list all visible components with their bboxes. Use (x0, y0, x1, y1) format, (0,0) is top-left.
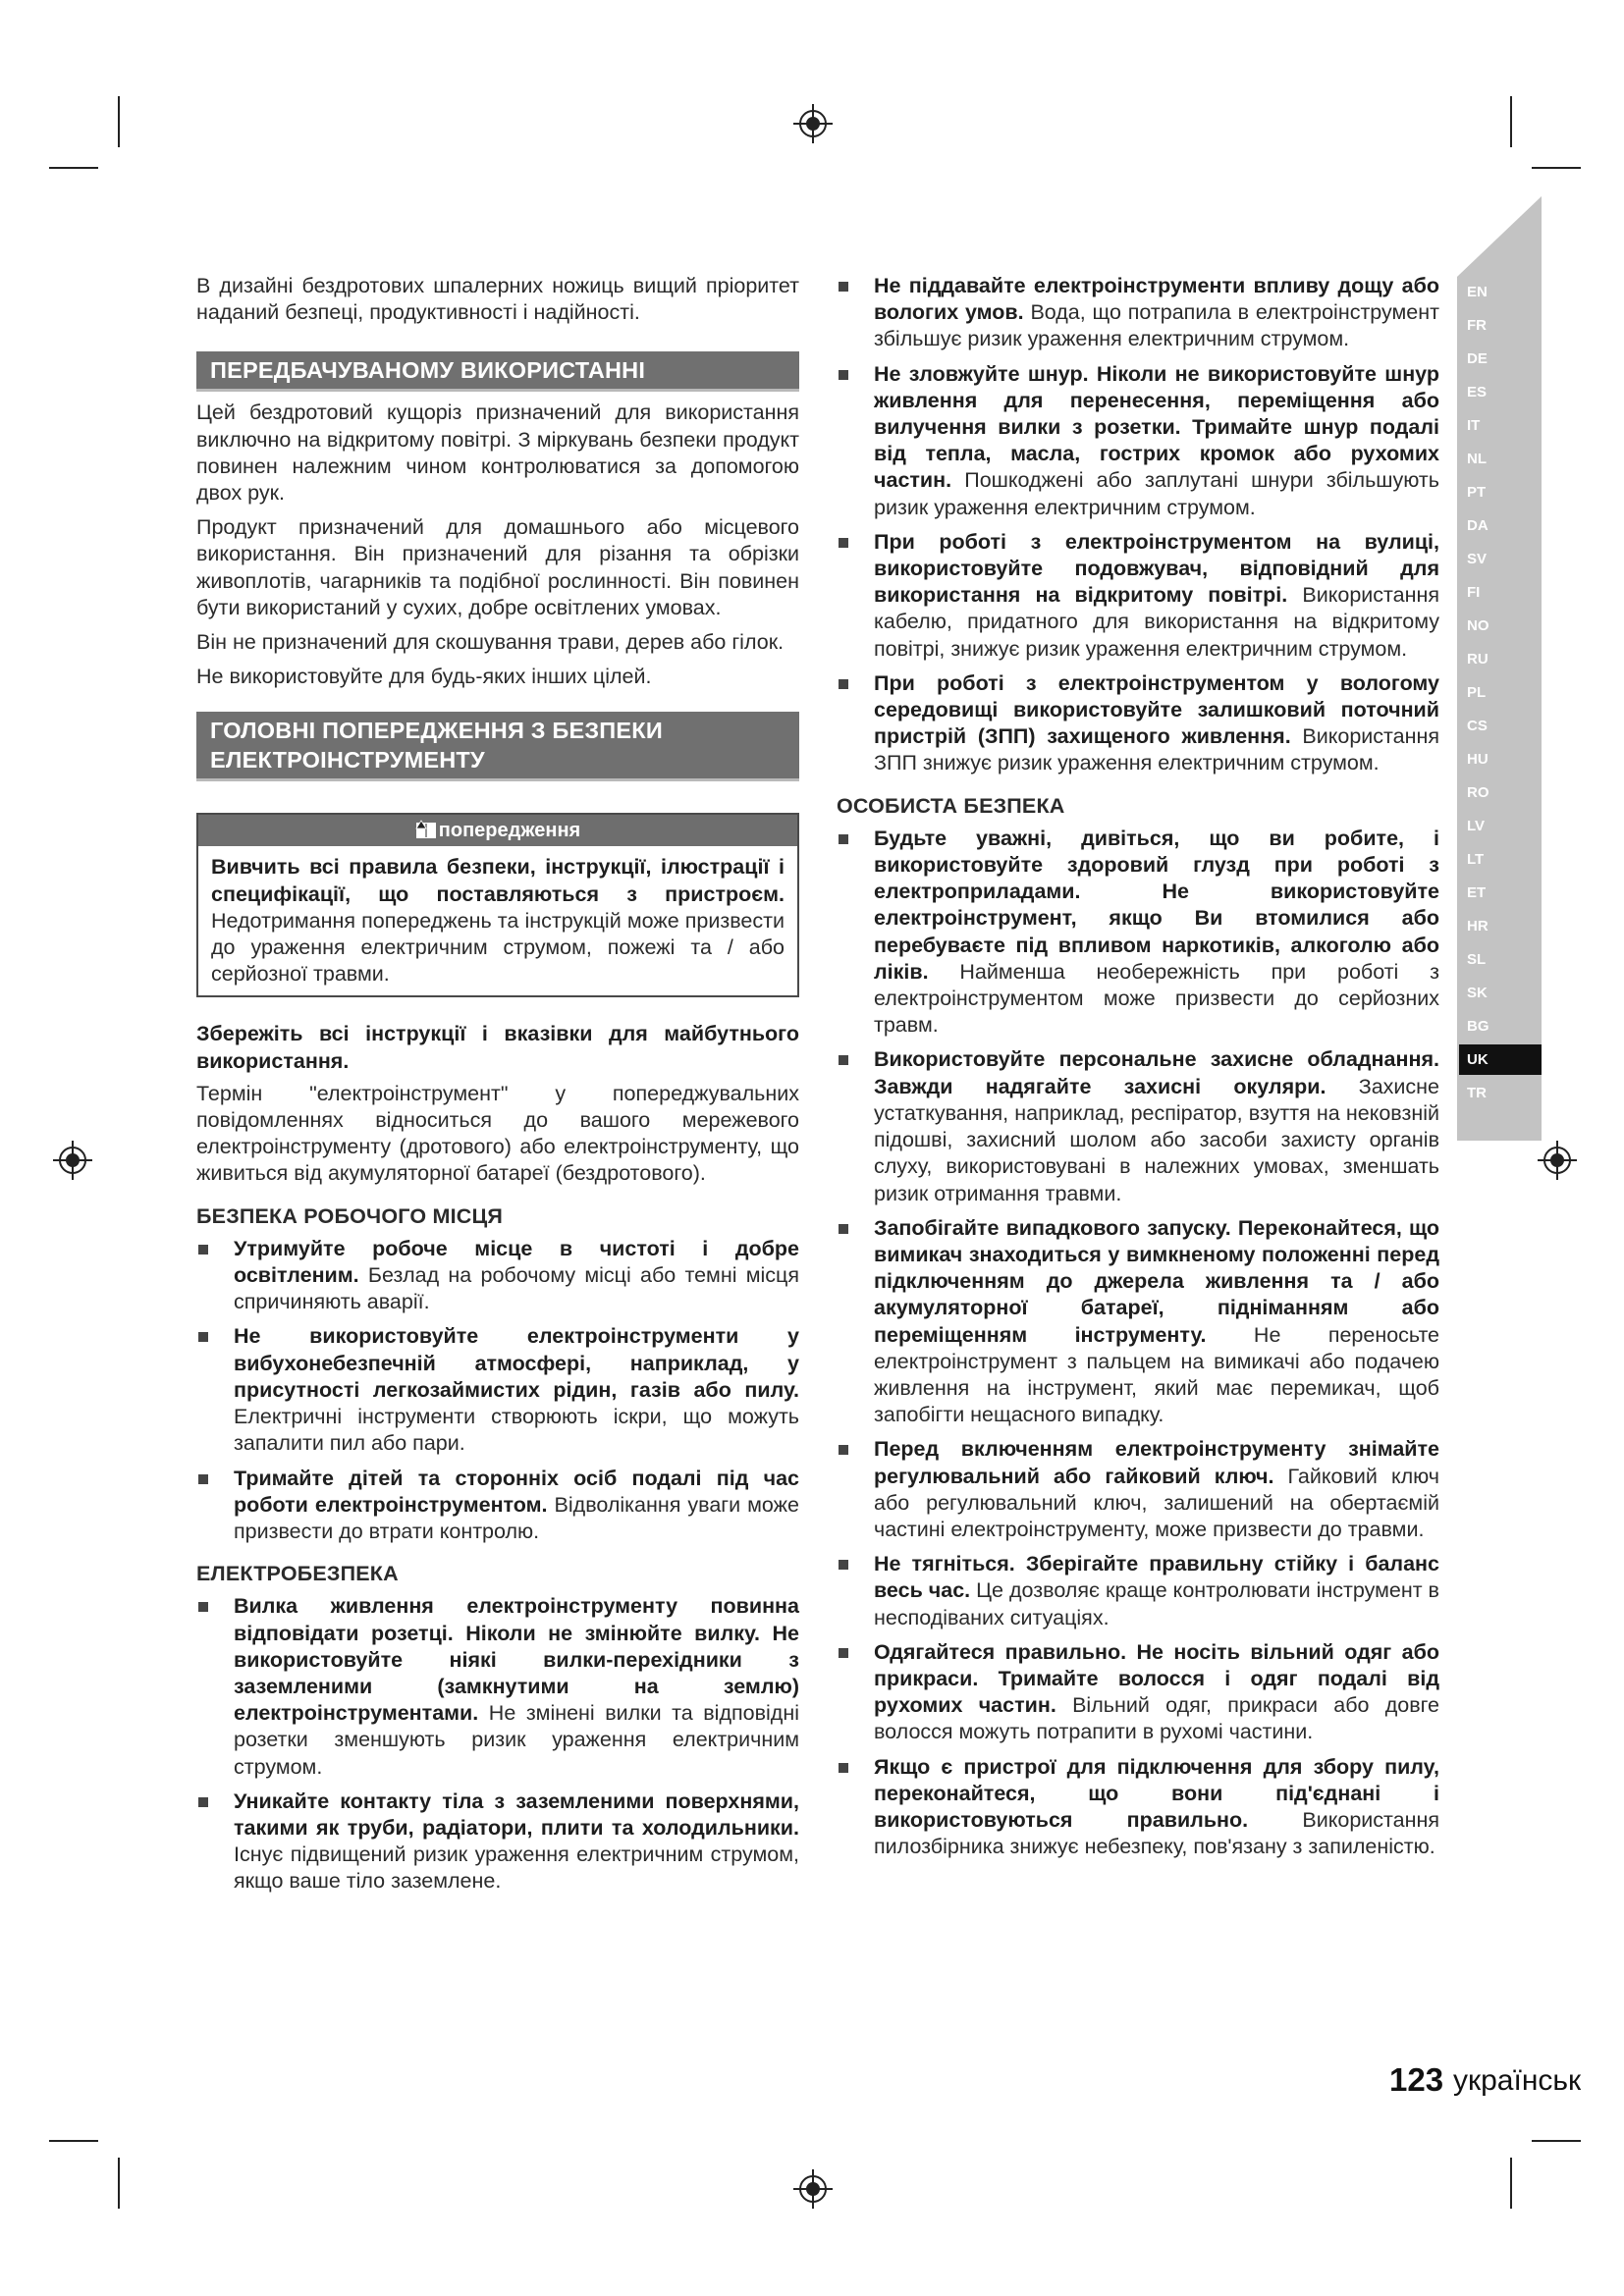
crop-mark (1532, 2140, 1581, 2142)
language-tab-en[interactable]: EN (1467, 284, 1488, 300)
subheading-electrical-safety: ЕЛЕКТРОБЕЗПЕКА (196, 1562, 399, 1586)
list-item: Одягайтеся правильно. Не носіть вільний одяг або прикраси. Тримайте волосся і одяг подалі від рухомих частин. Вільний одяг, прикраси або довге волосся можуть потрапити в рухомі частини. (837, 1639, 1439, 1746)
language-tab-tr[interactable]: TR (1467, 1085, 1487, 1101)
list-item: Перед включенням електроінструменту знімайте регулювальний або гайковий ключ. Гайковий ключ або регулювальний ключ, залишений на обертаємій частині електроінструменту, може призвести до травми. (837, 1436, 1439, 1543)
right-column (837, 273, 1439, 1868)
warning-box-title: попередження (438, 820, 581, 842)
footer-language: українськ (1453, 2064, 1582, 2097)
language-tab-et[interactable]: ET (1467, 884, 1487, 901)
language-tab-da[interactable]: DA (1467, 517, 1489, 534)
crop-mark (1510, 96, 1512, 147)
warning-bold-text: Вивчить всі правила безпеки, інструкції, ілюстрації і специфікації, що поставляються з пристроєм. (211, 855, 785, 906)
registration-mark-icon (793, 2169, 833, 2209)
intro-paragraph: В дизайні бездротових шпалерних ножиць вищий пріоритет наданий безпеці, продуктивності і надійності. (196, 274, 799, 325)
list-item: При роботі з електроінструментом на вулиці, використовуйте подовжувач, відповідний для використання на відкритому повітрі. Використання кабелю, придатного для використання на відкритому повітрі, знижує ризик ураження електричним струмом. (837, 529, 1439, 663)
registration-mark-icon (53, 1141, 92, 1180)
list-item: Використовуйте персональне захисне обладнання. Завжди надягайте захисні окуляри. Захисне устаткування, наприклад, респіратор, взуття на нековзній підошві, захисний шолом або засоби захисту органів слуху, використовувані в належних умовах, зменшать ризик отримання травми. (837, 1046, 1439, 1206)
list-item: Уникайте контакту тіла з заземленими поверхнями, такими як труби, радіатори, плити та холодильники. Існує підвищений ризик ураження електричним струмом, якщо ваше тіло заземлене. (196, 1789, 799, 1896)
crop-mark (118, 96, 120, 147)
language-tab-de[interactable]: DE (1467, 350, 1488, 367)
language-tab-nl[interactable]: NL (1467, 451, 1487, 467)
language-tab-es[interactable]: ES (1467, 384, 1488, 400)
section-banner-safety-warnings (196, 712, 799, 781)
language-tab-sv[interactable]: SV (1467, 551, 1488, 567)
left-column (196, 273, 799, 1903)
page-number: 123 (1389, 2061, 1444, 2098)
crop-mark (1510, 2158, 1512, 2209)
language-tab-pt[interactable]: PT (1467, 484, 1487, 501)
language-tab-lt[interactable]: LT (1467, 851, 1485, 868)
language-tabs (1459, 277, 1542, 1111)
warning-box (196, 813, 799, 997)
language-tab-no[interactable]: NO (1467, 617, 1489, 634)
crop-mark (49, 167, 98, 169)
subheading-work-area: БЕЗПЕКА РОБОЧОГО МІСЦЯ (196, 1203, 504, 1228)
paragraph: Він не призначений для скошування трави, дерев або гілок. (196, 630, 785, 655)
subheading-personal-safety: ОСОБИСТА БЕЗПЕКА (837, 793, 1065, 818)
language-tab-pl[interactable]: PL (1467, 684, 1487, 701)
language-tab-uk[interactable]: UK (1459, 1044, 1542, 1075)
bullet-list (196, 1593, 799, 1895)
bullet-list (837, 826, 1439, 1861)
crop-mark (118, 2158, 120, 2209)
language-tab-hr[interactable]: HR (1467, 918, 1489, 934)
list-item: Якщо є пристрої для підключення для збору пилу, переконайтеся, що вони під'єднані і використовуються правильно. Використання пилозбірника знижує небезпеку, пов'язану з запиленістю. (837, 1754, 1439, 1861)
list-item: Вилка живлення електроінструменту повинна відповідати розетці. Ніколи не змінюйте вилку. Не використовуйте ніякі вилки-перехідники з заземленими (замкнутими на землю) електроінструментами. Не змінені вилки та відповідні розетки зменшують ризик ураження електричним струмом. (196, 1593, 799, 1780)
language-tab-sl[interactable]: SL (1467, 951, 1487, 968)
paragraph: Цей бездротовий кущоріз призначений для використання виключно на відкритому повітрі. З міркувань безпеки продукт повинен належним чином контролюватися за допомогою двох рук. (196, 400, 799, 506)
registration-mark-icon (793, 104, 833, 143)
list-item: При роботі з електроінструментом у вологому середовищі використовуйте залишковий поточний пристрій (ЗПП) захищеного живлення. Використання ЗПП знижує ризик ураження електричним струмом. (837, 670, 1439, 777)
language-tab-hu[interactable]: HU (1467, 751, 1489, 768)
save-instructions: Збережіть всі інструкції і вказівки для майбутнього використання. (196, 1022, 799, 1073)
list-item: Не зловжуйте шнур. Ніколи не використовуйте шнур живлення для перенесення, переміщення або вилучення вилки з розетки. Тримайте шнур подалі від тепла, масла, гострих кромок або рухомих частин. Пошкоджені або заплутані шнури збільшують ризик ураження електричним струмом. (837, 361, 1439, 521)
warning-box-header (198, 815, 797, 846)
list-item: Запобігайте випадкового запуску. Переконайтеся, що вимикач знаходиться у вимкненому положенні перед підключенням до джерела живлення та / або акумуляторної батареї, підніманням або переміщенням інструменту. Не переносьте електроінструмент з пальцем на вимикачі або подачею живлення на інструмент, який має перемикач, щоб запобігти нещасного випадку. (837, 1215, 1439, 1429)
language-tab-fr[interactable]: FR (1467, 317, 1487, 334)
bullet-list (837, 273, 1439, 777)
language-tab-it[interactable]: IT (1467, 417, 1481, 434)
section-banner-intended-use: ПЕРЕДБАЧУВАНОМУ ВИКОРИСТАННІ (196, 351, 799, 392)
list-item: Не використовуйте електроінструменти у вибухонебезпечній атмосфері, наприклад, у присутності легкозаймистих рідин, газів або пилу. Електричні інструменти створюють іскри, що можуть запалити пил або пари. (196, 1323, 799, 1457)
crop-mark (1532, 167, 1581, 169)
language-tab-bg[interactable]: BG (1467, 1018, 1489, 1035)
paragraph: Не використовуйте для будь-яких інших цілей. (196, 665, 652, 689)
bullet-list (196, 1236, 799, 1545)
list-item: Утримуйте робоче місце в чистоті і добре освітленим. Безлад на робочому місці або темні місця спричиняють аварії. (196, 1236, 799, 1316)
list-item: Не піддавайте електроінструменти впливу дощу або вологих умов. Вода, що потрапила в електроінструмент збільшує ризик ураження електричним струмом. (837, 273, 1439, 353)
list-item: Не тягніться. Зберігайте правильну стійку і баланс весь час. Це дозволяє краще контролювати інструмент в несподіваних ситуаціях. (837, 1551, 1439, 1631)
warning-book-icon (415, 820, 437, 839)
warning-text: Недотримання попереджень та інструкцій може призвести до ураження електричним струмом, пожежі та / або серйозної травми. (211, 908, 785, 987)
language-tab-ro[interactable]: RO (1467, 784, 1489, 801)
registration-mark-icon (1538, 1141, 1577, 1180)
warning-box-body (198, 846, 797, 995)
banner-line: ГОЛОВНІ ПОПЕРЕДЖЕННЯ З БЕЗПЕКИ (210, 718, 663, 744)
paragraph: Продукт призначений для домашнього або місцевого використання. Він призначений для різання та обрізки живоплотів, чагарників та подібної рослинності. Він повинен бути використаний у сухих, добре освітлених умовах. (196, 515, 799, 619)
term-paragraph: Термін "електроінструмент" у попереджувальних повідомленнях відноситься до вашого мережевого електроінструменту (дротового) або електроінструменту, що живиться від акумуляторної батареї (бездротового). (196, 1081, 799, 1186)
language-tab-fi[interactable]: FI (1467, 584, 1481, 601)
language-tab-sk[interactable]: SK (1467, 985, 1488, 1001)
banner-line: ЕЛЕКТРОІНСТРУМЕНТУ (210, 747, 485, 774)
crop-mark (49, 2140, 98, 2142)
list-item: Тримайте дітей та сторонніх осіб подалі під час роботи електроінструментом. Відволікання уваги може призвести до втрати контролю. (196, 1466, 799, 1546)
list-item: Будьте уважні, дивіться, що ви робите, і використовуйте здоровий глузд при роботі з електроприладами. Не використовуйте електроінструмент, якщо Ви втомилися або перебуваєте під впливом наркотиків, алкоголю або ліків. Найменша необережність при роботі з електроінструментом може призвести до серйозних травм. (837, 826, 1439, 1040)
language-tab-lv[interactable]: LV (1467, 818, 1486, 834)
language-tab-cs[interactable]: CS (1467, 718, 1488, 734)
language-tab-ru[interactable]: RU (1467, 651, 1489, 667)
